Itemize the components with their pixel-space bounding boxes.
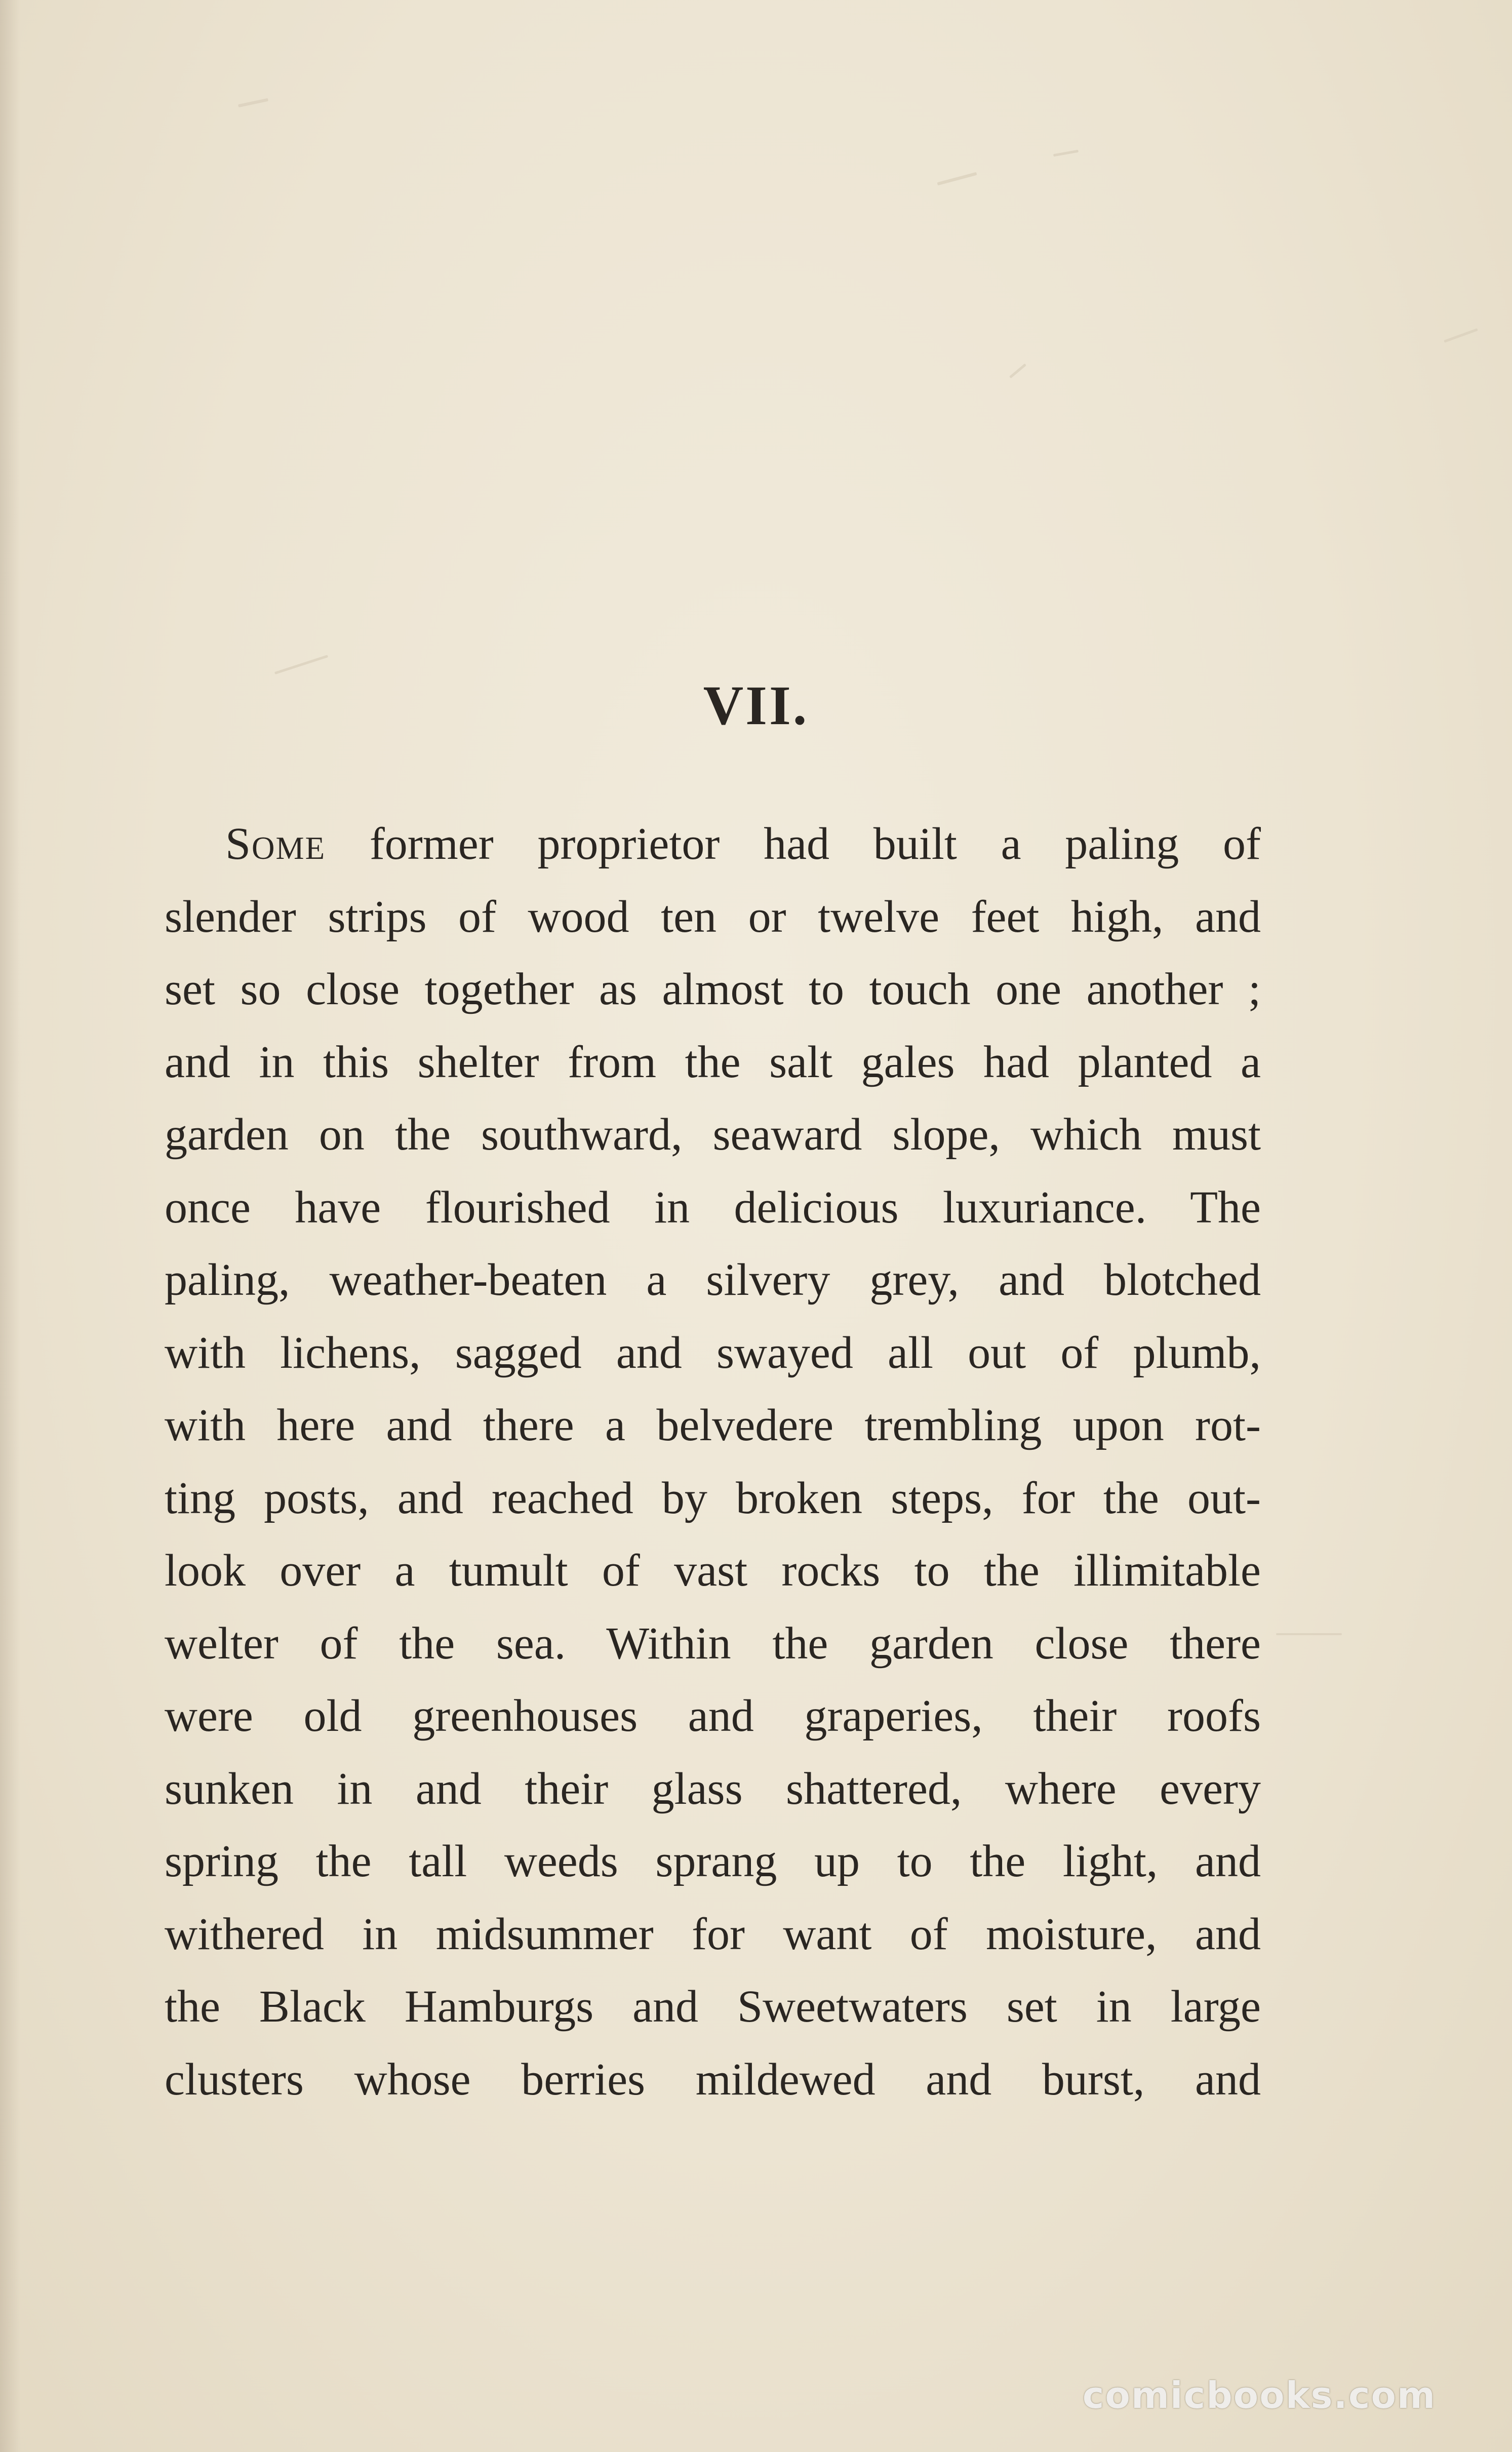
text-line: were old greenhouses and graperies, their roofs <box>165 1691 1261 1741</box>
chapter-heading: VII. <box>703 675 809 736</box>
paper-speck <box>238 98 268 107</box>
text-line: and in this shelter from the salt gales had planted a <box>165 1037 1261 1087</box>
text-line: once have flourished in delicious luxuriance. The <box>165 1182 1261 1233</box>
drop-word: Some <box>225 819 326 869</box>
site-watermark: comicbooks.com <box>1082 2374 1436 2417</box>
text-line: withered in midsummer for want of moisture, and <box>165 1909 1261 1959</box>
text-line: with here and there a belvedere trembling upon rot- <box>165 1400 1261 1450</box>
text-line: sunken in and their glass shattered, where every <box>165 1763 1261 1814</box>
paper-speck <box>1444 328 1478 343</box>
text-line: look over a tumult of vast rocks to the illimitable <box>165 1546 1261 1596</box>
text-line: garden on the southward, seaward slope, which must <box>165 1110 1261 1160</box>
text-line: with lichens, sagged and swayed all out of plumb, <box>165 1327 1261 1378</box>
text-line: paling, weather-beaten a silvery grey, and blotched <box>165 1255 1261 1305</box>
text-line: ting posts, and reached by broken steps, for the out- <box>165 1473 1261 1523</box>
first-line-rest: former proprietor had built a paling of <box>326 819 1261 869</box>
paper-speck <box>937 172 977 186</box>
text-line: slender strips of wood ten or twelve feet high, and <box>165 891 1261 942</box>
text-line: welter of the sea. Within the garden close there <box>165 1618 1261 1669</box>
paper-speck <box>1009 364 1026 379</box>
paper-speck <box>1276 1633 1342 1635</box>
text-line: set so close together as almost to touch one another ; <box>165 964 1261 1014</box>
paper-speck <box>1053 150 1079 157</box>
paper-speck <box>274 655 328 675</box>
body-paragraph <box>165 808 1261 2116</box>
text-line: clusters whose berries mildewed and burst, and <box>165 2054 1261 2105</box>
page-edge-shadow <box>0 0 20 2452</box>
text-line-1 <box>165 808 1261 881</box>
text-line: spring the tall weeds sprang up to the light, and <box>165 1836 1261 1886</box>
text-line: the Black Hamburgs and Sweetwaters set in large <box>165 1982 1261 2032</box>
